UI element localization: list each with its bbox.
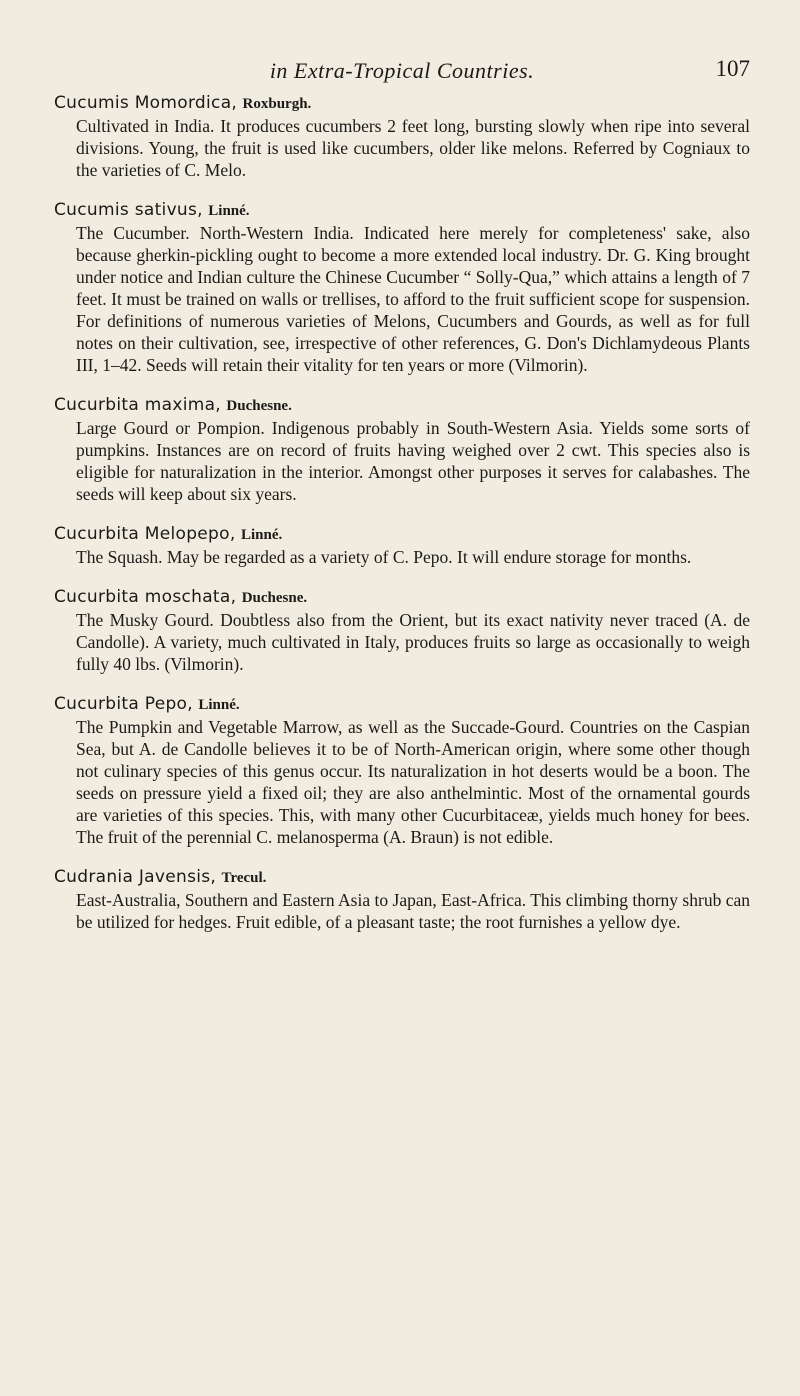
species-author: Trecul.: [221, 870, 267, 886]
entry-cucumis-sativus: [54, 199, 750, 376]
species-name: Cucumis sativus,: [54, 200, 203, 220]
entry-text: The Musky Gourd. Doubtless also from the Orient, but its exact nativity never traced (A. de Candolle). A variety, much cultivated in Italy, produces fruits so large as occasionally to weigh fully 40 lbs. (Vilmorin).: [76, 610, 750, 674]
entry-cucurbita-pepo: [54, 693, 750, 848]
species-author: Linné.: [208, 203, 250, 219]
page-number: 107: [715, 56, 750, 81]
entry-heading: [54, 693, 750, 716]
entry-cudrania-javensis: [54, 866, 750, 933]
entry-heading: [54, 866, 750, 889]
entry-text: Large Gourd or Pompion. Indigenous probably in South-Western Asia. Yields some sorts of pumpkins. Instances are on record of fruits having weighed over 2 cwt. This species also is eligible for naturalization in the interior. Amongst other purposes it serves for calabashes. The seeds will keep about six years.: [76, 418, 750, 504]
species-author: Duchesne.: [226, 398, 292, 414]
entry-heading: [54, 523, 750, 546]
entry-heading: [54, 92, 750, 115]
entry-text: The Pumpkin and Vegetable Marrow, as well as the Succade-Gourd. Countries on the Caspian Sea, but A. de Candolle believes it to be of North-American origin, where some other though not culinary species of this genus occur. Its naturalization in hot deserts would be a boon. The seeds on pressure yield a fixed oil; they are also anthelmintic. Most of the ornamental gourds are varieties of this species. This, with many other Cucurbitaceæ, yields much honey for bees. The fruit of the perennial C. melanosperma (A. Braun) is not edible.: [76, 717, 750, 847]
entry-heading: [54, 199, 750, 222]
species-name: Cucurbita Pepo,: [54, 694, 193, 714]
entry-cucurbita-maxima: [54, 394, 750, 505]
running-head: [54, 58, 750, 92]
entry-text: East-Australia, Southern and Eastern Asia to Japan, East-Africa. This climbing thorny shrub can be utilized for hedges. Fruit edible, of a pleasant taste; the root furnishes a yellow dye.: [76, 890, 750, 932]
species-name: Cucurbita maxima,: [54, 395, 221, 415]
species-author: Roxburgh.: [242, 96, 312, 112]
entry-cucurbita-moschata: [54, 586, 750, 675]
species-name: Cucumis Momordica,: [54, 93, 238, 113]
entry-text: Cultivated in India. It produces cucumbers 2 feet long, bursting slowly when ripe into several divisions. Young, the fruit is used like cucumbers, older like melons. Referred by Cogniaux to the varieties of C. Melo.: [76, 116, 750, 180]
species-author: Linné.: [240, 527, 283, 543]
entry-text: The Cucumber. North-Western India. Indicated here merely for completeness' sake, also because gherkin-pickling ought to become a more extended local industry. Dr. G. King brought under notice and Indian culture the Chinese Cucumber “ Solly-Qua,” which attains a length of 7 feet. It must be trained on walls or trellises, to afford to the fruit sufficient scope for suspension. For definitions of numerous varieties of Melons, Cucumbers and Gourds, as well as for full notes on their cultivation, see, irrespective of other references, G. Don's Dichlamydeous Plants III, 1–42. Seeds will retain their vitality for ten years or more (Vilmorin).: [76, 223, 750, 375]
entry-cucurbita-melopepo: [54, 523, 750, 568]
species-name: Cucurbita Melopepo,: [54, 524, 236, 544]
species-author: Linné.: [198, 697, 240, 713]
species-name: Cudrania Javensis,: [54, 867, 217, 887]
entry-heading: [54, 586, 750, 609]
running-head-title: in Extra-Tropical Countries.: [269, 58, 535, 83]
entry-cucumis-momordica: [54, 92, 750, 181]
species-name: Cucurbita moschata,: [54, 587, 237, 607]
entry-heading: [54, 394, 750, 417]
species-author: Duchesne.: [241, 590, 308, 606]
entry-text: The Squash. May be regarded as a variety of C. Pepo. It will endure storage for months.: [76, 547, 692, 567]
